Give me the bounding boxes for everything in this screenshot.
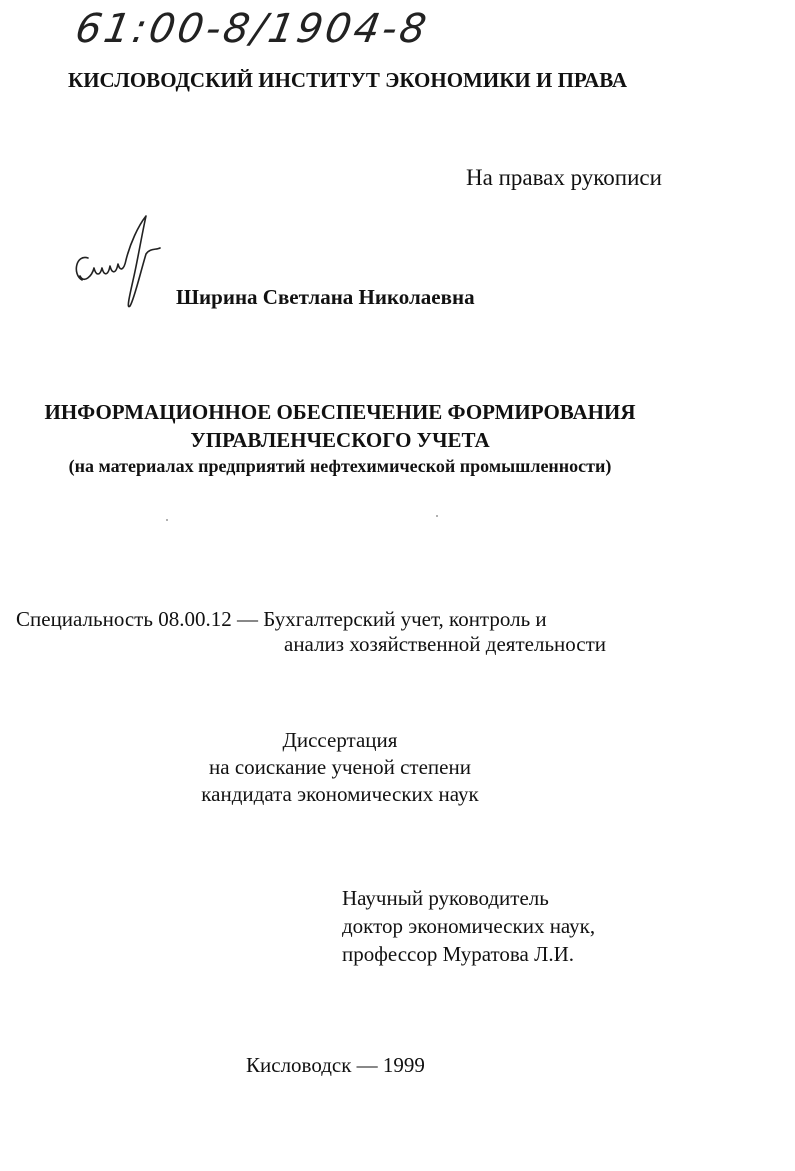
title-line-2: УПРАВЛЕНЧЕСКОГО УЧЕТА	[190, 428, 490, 452]
city-and-year: Кисловодск — 1999	[246, 1053, 425, 1077]
dissertation-line-3: кандидата экономических наук	[201, 782, 479, 806]
advisor-line-3: профессор Муратова Л.И.	[342, 942, 575, 966]
specialty-line-2: анализ хозяйственной деятельности	[284, 632, 607, 656]
scan-speck	[436, 515, 438, 517]
scientific-advisor	[342, 884, 595, 968]
title-line-1: ИНФОРМАЦИОННОЕ ОБЕСПЕЧЕНИЕ ФОРМИРОВАНИЯ	[44, 400, 636, 424]
title-subtitle: (на материалах предприятий нефтехимической промышленности)	[68, 456, 612, 476]
handwritten-catalog-code: 61:00-8/1904-8	[71, 6, 433, 52]
advisor-line-1: Научный руководитель	[342, 886, 549, 910]
dissertation-type	[140, 727, 540, 808]
advisor-line-2: доктор экономических наук,	[342, 914, 596, 938]
author-name: Ширина Светлана Николаевна	[176, 285, 475, 309]
specialty-line-1: Специальность 08.00.12 — Бухгалтерский учет, контроль и	[16, 607, 547, 631]
dissertation-line-2: на соискание ученой степени	[209, 755, 471, 779]
signature-icon	[68, 214, 168, 314]
dissertation-line-1: Диссертация	[282, 728, 398, 752]
manuscript-rights-note: На правах рукописи	[466, 165, 662, 190]
institute-name: КИСЛОВОДСКИЙ ИНСТИТУТ ЭКОНОМИКИ И ПРАВА	[68, 68, 628, 92]
scan-speck	[166, 519, 168, 521]
dissertation-title	[0, 398, 680, 478]
